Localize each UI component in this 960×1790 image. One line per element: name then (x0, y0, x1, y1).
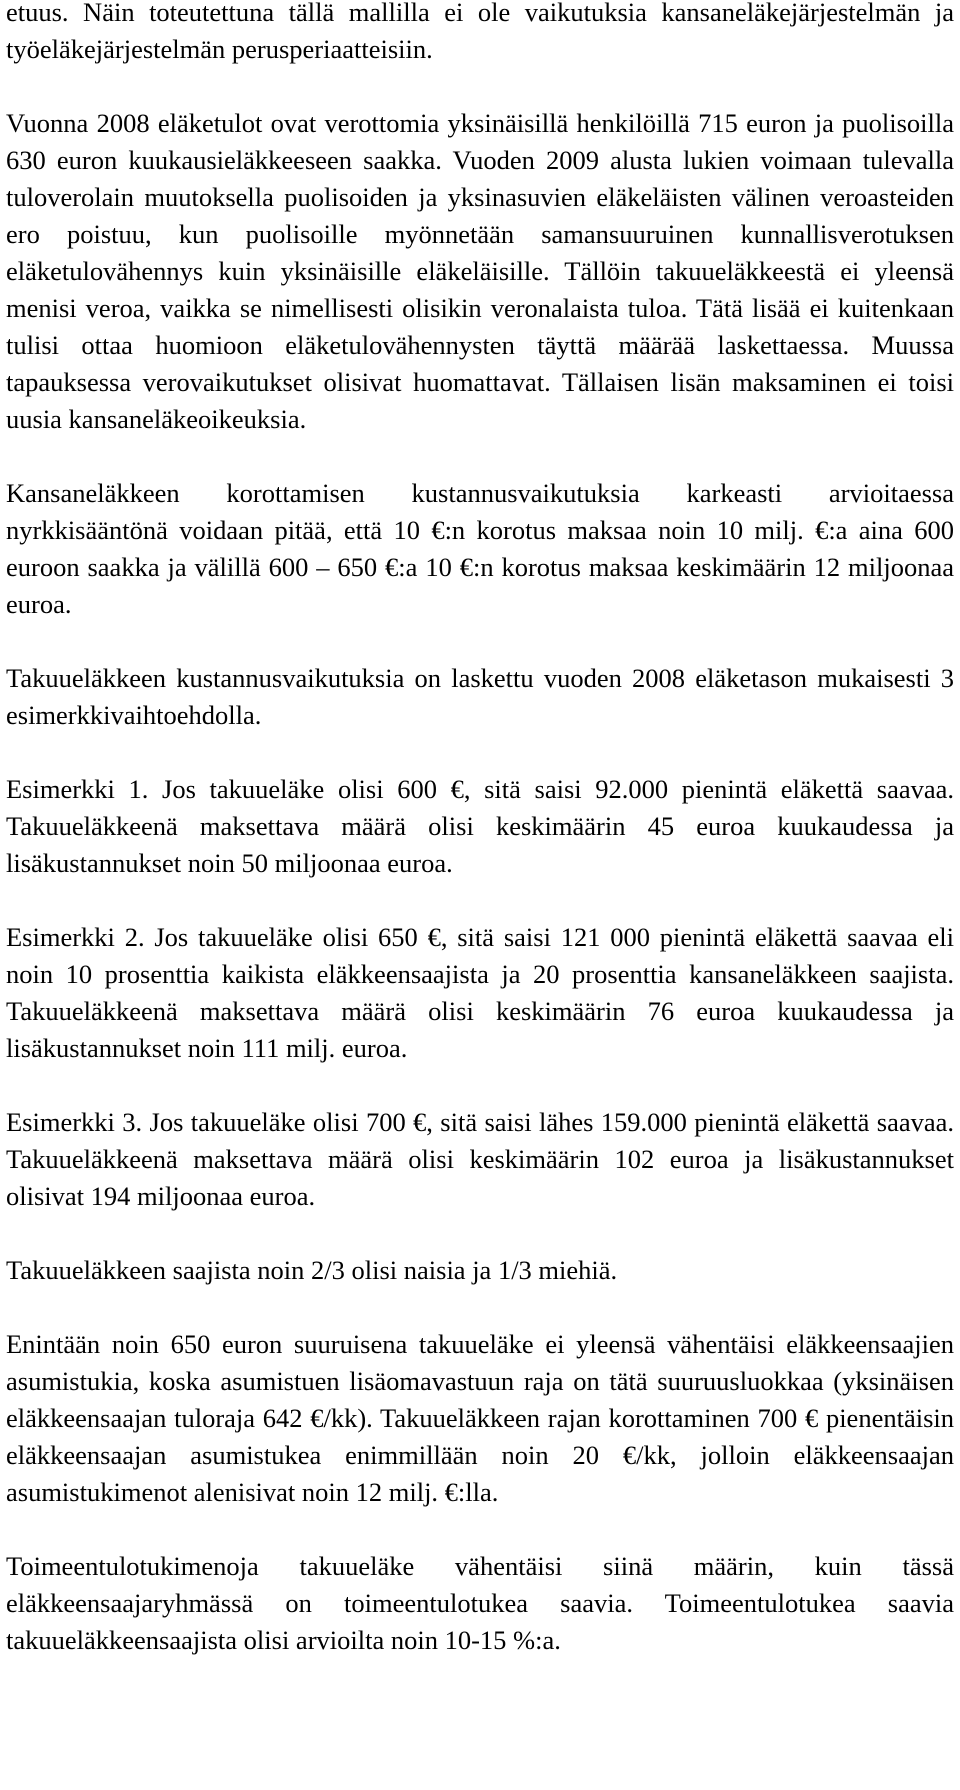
paragraph-example-2: Esimerkki 2. Jos takuueläke olisi 650 €, sitä saisi 121 000 pienintä eläkettä saavaa eli noin 10 prosenttia kaikista eläkkeensaajista ja 20 prosenttia kansaneläkkeen saajista. Takuueläkkeenä maksettava määrä olisi keskimäärin 76 euroa kuukaudessa ja lisäkustannukset noin 111 milj. euroa. (6, 922, 954, 1063)
paragraph-tax-effects: Vuonna 2008 eläketulot ovat verottomia yksinäisillä henkilöillä 715 euron ja puolisoilla 630 euron kuukausieläkkeeseen saakka. Vuoden 2009 alusta lukien voimaan tulevalla tuloverolain muutoksella puolisoiden ja yksinasuvien eläkeläisten välinen veroasteiden ero poistuu, kun puolisoille myönnetään samansuuruinen kunnallisverotuksen eläketulovähennys kuin yksinäisille eläkeläisille. Tällöin takuueläkkeestä ei yleensä menisi veroa, vaikka se nimellisesti olisikin veronalaista tuloa. Tätä lisää ei kuitenkaan tulisi ottaa huomioon eläketulovähennysten täyttä määrää laskettaessa. Muussa tapauksessa verovaikutukset olisivat huomattavat. Tällaisen lisän maksaminen ei toisi uusia kansaneläkeoikeuksia. (6, 108, 954, 434)
paragraph-social-assistance: Toimeentulotukimenoja takuueläke vähentäisi siinä määrin, kuin tässä eläkkeensaajaryhmässä on toimeentulotukea saavia. Toimeentulotukea saavia takuueläkkeensaajista olisi arvioilta noin 10-15 %:a. (6, 1551, 954, 1655)
paragraph-gender-split: Takuueläkkeen saajista noin 2/3 olisi naisia ja 1/3 miehiä. (6, 1255, 618, 1285)
paragraph-continuation: etuus. Näin toteutettuna tällä mallilla ei ole vaikutuksia kansaneläkejärjestelmän ja työeläkejärjestelmän perusperiaatteisiin. (6, 0, 954, 64)
paragraph-example-1: Esimerkki 1. Jos takuueläke olisi 600 €, sitä saisi 92.000 pienintä eläkettä saavaa. Takuueläkkeenä maksettava määrä olisi keskimäärin 45 euroa kuukaudessa ja lisäkustannukset noin 50 miljoonaa euroa. (6, 774, 954, 878)
paragraph-housing-allowance: Enintään noin 650 euron suuruisena takuueläke ei yleensä vähentäisi eläkkeensaajien asumistukia, koska asumistuen lisäomavastuun raja on tätä suuruusluokkaa (yksinäisen eläkkeensaajan tuloraja 642 €/kk). Takuueläkkeen rajan korottaminen 700 € pienentäisin eläkkeensaajan asumistukea enimmillään noin 20 €/kk, jolloin eläkkeensaajan asumistukimenot alenisivat noin 12 milj. €:lla. (6, 1329, 954, 1507)
paragraph-cost-calculation-intro: Takuueläkkeen kustannusvaikutuksia on laskettu vuoden 2008 eläketason mukaisesti 3 esimerkkivaihtoehdolla. (6, 663, 954, 730)
paragraph-cost-rule-of-thumb: Kansaneläkkeen korottamisen kustannusvaikutuksia karkeasti arvioitaessa nyrkkisääntönä voidaan pitää, että 10 €:n korotus maksaa noin 10 milj. €:a aina 600 euroon saakka ja välillä 600 – 650 €:a 10 €:n korotus maksaa keskimäärin 12 miljoonaa euroa. (6, 478, 954, 619)
paragraph-example-3: Esimerkki 3. Jos takuueläke olisi 700 €, sitä saisi lähes 159.000 pienintä eläkettä saavaa. Takuueläkkeenä maksettava määrä olisi keskimäärin 102 euroa ja lisäkustannukset olisivat 194 miljoonaa euroa. (6, 1107, 954, 1211)
